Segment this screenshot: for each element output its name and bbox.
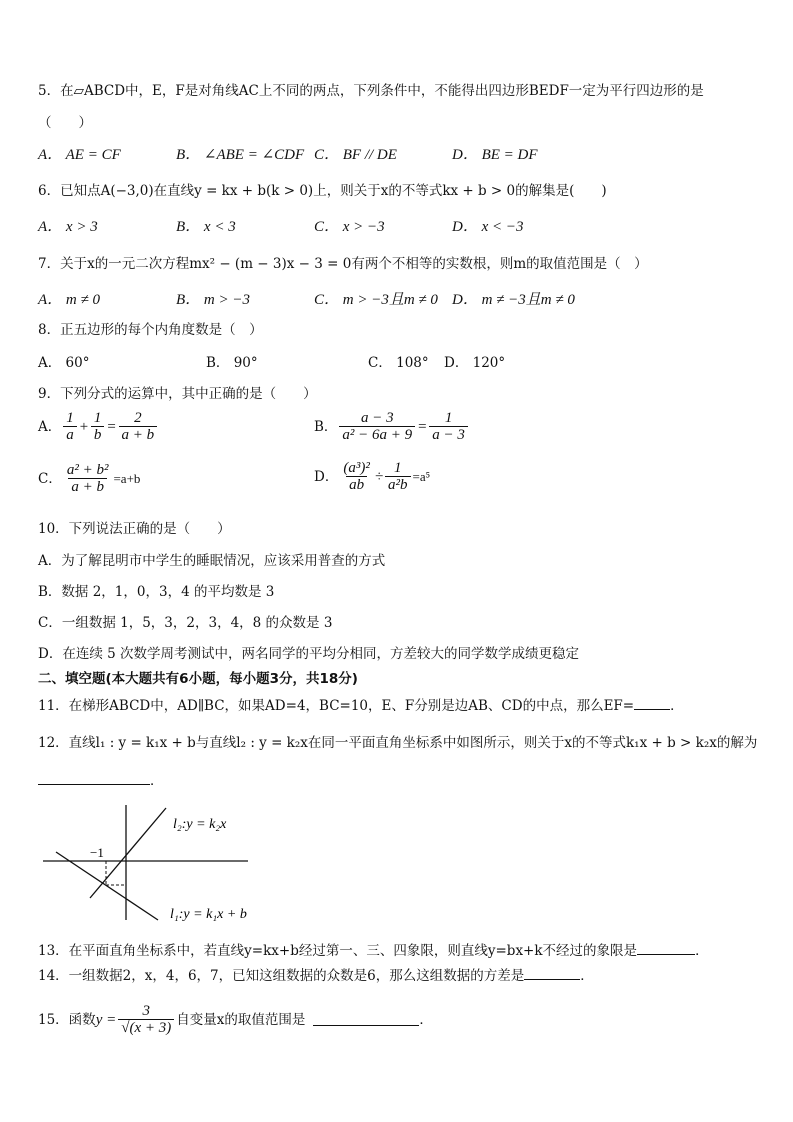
- q14-end: ．: [580, 968, 594, 984]
- q5-option-b: B． ∠ABE = ∠CDF: [176, 147, 305, 163]
- q9-a-frac1: [63, 410, 77, 443]
- q5-stem: 5．在▱ABCD中，E，F是对角线AC上不同的两点，下列条件中，不能得出四边形BEDF一定为平行四边形的是: [38, 83, 704, 99]
- q13: [38, 942, 709, 960]
- q9-d-f2n: 1: [394, 460, 402, 476]
- q11-answer-blank[interactable]: [634, 697, 670, 710]
- q9-a-f2n: 1: [93, 410, 102, 426]
- q6-option-a: A． x > 3: [38, 219, 98, 235]
- q9-d-rhs: =a⁵: [412, 468, 431, 484]
- q9-c-f1n: a² + b²: [66, 462, 109, 478]
- q7-option-b: B． m > −3: [176, 292, 250, 308]
- q8-option-a: A． 60°: [38, 355, 90, 371]
- q15-frac: [118, 1003, 174, 1036]
- l1-label: l₁:y = k₁x + b: [170, 907, 247, 922]
- q9-a-frac2: [91, 410, 105, 443]
- q12-answer-line: [38, 772, 164, 790]
- q9-d-f2d: a²b: [385, 476, 411, 493]
- q11-stem: 11．在梯形ABCD中，AD∥BC，如果AD=4，BC=10，E、F分别是边AB、CD的中点，那么EF=: [38, 698, 635, 714]
- q7-option-d: D． m ≠ −3且m ≠ 0: [452, 292, 575, 308]
- q15: [38, 1003, 433, 1036]
- q9-a-f2d: b: [91, 426, 105, 443]
- q6-option-b: B． x < 3: [176, 219, 236, 235]
- q9-b-f1d: a² − 6a + 9: [339, 426, 415, 443]
- q6-stem: 6．已知点A(−3,0)在直线y = kx + b(k > 0)上，则关于x的不等式kx + b > 0的解集是( ): [38, 183, 607, 199]
- q9-b-frac2: [429, 410, 468, 443]
- q9-d-op1: ÷: [374, 468, 384, 485]
- q9-d-label: D．: [314, 468, 339, 485]
- q9-d-frac2: [385, 460, 411, 493]
- q15-y: y =: [95, 1011, 117, 1028]
- line-l1: [56, 852, 158, 920]
- q9-d-f1n: (a³)²: [343, 460, 370, 476]
- q15-post: 自变量x的取值范围是: [176, 1011, 306, 1028]
- q9-a-label: A．: [38, 418, 62, 435]
- q7-option-c: C． m > −3且m ≠ 0: [314, 292, 438, 308]
- q12-stem: 12．直线l₁ : y = k₁x + b与直线l₂ : y = k₂x在同一平面直角坐标系中如图所示，则关于x的不等式k₁x + b > k₂x的解为: [38, 735, 758, 751]
- q10-stem: 10．下列说法正确的是（ ）: [38, 521, 231, 537]
- q8-option-d: D． 120°: [444, 355, 506, 371]
- q15-answer-blank[interactable]: [313, 1013, 419, 1026]
- q15-pre: 15．函数: [38, 1011, 96, 1028]
- q9-a-f1d: a: [63, 426, 77, 443]
- q9-b-f1n: a − 3: [360, 410, 394, 426]
- q9-a-op1: +: [78, 418, 89, 435]
- q9-option-b: [314, 410, 470, 443]
- q8-option-c: C． 108°: [368, 355, 429, 371]
- q9-a-f3d: a + b: [119, 426, 158, 443]
- q13-end: ．: [695, 943, 709, 959]
- q9-d-frac1: [340, 460, 372, 493]
- q5-option-a: A． AE = CF: [38, 147, 121, 163]
- q9-b-frac1: [339, 410, 415, 443]
- q9-option-a: [38, 410, 159, 443]
- q12-answer-blank[interactable]: [38, 772, 150, 785]
- q13-answer-blank[interactable]: [637, 942, 695, 955]
- q14-answer-blank[interactable]: [524, 967, 580, 980]
- q9-option-c: [38, 462, 140, 495]
- q9-b-f2d: a − 3: [429, 426, 468, 443]
- q9-option-d: [314, 460, 430, 493]
- q9-a-f3n: 2: [134, 410, 142, 426]
- q6-option-c: C． x > −3: [314, 219, 385, 235]
- q9-c-label: C．: [38, 470, 62, 487]
- q10-option-a: A．为了解昆明市中学生的睡眠情况，应该采用普查的方式: [38, 553, 386, 569]
- line-graph: [38, 800, 268, 925]
- q9-a-frac3: [119, 410, 158, 443]
- q7-stem: 7．关于x的一元二次方程mx² − (m − 3)x − 3 = 0有两个不相等的实数根，则m的取值范围是（ ）: [38, 256, 648, 272]
- q14: [38, 967, 594, 985]
- q9-stem: 9．下列分式的运算中，其中正确的是（ ）: [38, 386, 317, 402]
- q9-b-f2n: 1: [444, 410, 453, 426]
- q10-option-c: C．一组数据 1，5，3，2，3，4，8 的众数是 3: [38, 615, 333, 631]
- q12-end: ．: [150, 773, 164, 789]
- q11: [38, 697, 684, 715]
- q13-stem: 13．在平面直角坐标系中，若直线y=kx+b经过第一、三、四象限，则直线y=bx+k不经过的象限是: [38, 943, 638, 959]
- l2-label: l₂:y = k₂x: [173, 817, 227, 832]
- q10-option-d: D．在连续 5 次数学周考测试中，两名同学的平均分相同，方差较大的同学数学成绩更稳定: [38, 646, 579, 662]
- q9-a-f1n: 1: [66, 410, 74, 426]
- q5-option-c: C． BF // DE: [314, 147, 397, 163]
- q9-c-f1d: a + b: [68, 478, 107, 495]
- q10-option-b: B．数据 2，1，0，3，4 的平均数是 3: [38, 584, 275, 600]
- q9-c-frac1: [64, 462, 112, 495]
- q15-num: 3: [142, 1003, 150, 1019]
- q6-option-d: D． x < −3: [452, 219, 524, 235]
- q8-stem: 8．正五边形的每个内角度数是（ ）: [38, 322, 263, 338]
- q9-d-f1d: ab: [346, 476, 367, 493]
- tick-label-minus-one: −1: [90, 845, 104, 860]
- q9-c-rhs: =a+b: [113, 470, 141, 486]
- q5-option-d: D． BE = DF: [452, 147, 538, 163]
- section-heading: 二、填空题(本大题共有6小题，每小题3分，共18分): [38, 671, 358, 687]
- q9-a-eq: =: [106, 418, 117, 435]
- q5-paren: （ ）: [38, 115, 92, 131]
- q14-stem: 14．一组数据2，x，4，6，7，已知这组数据的众数是6，那么这组数据的方差是: [38, 968, 525, 984]
- q9-b-label: B．: [314, 418, 338, 435]
- q7-option-a: A． m ≠ 0: [38, 292, 100, 308]
- q11-end: ．: [670, 698, 684, 714]
- q15-den: √(x + 3): [118, 1019, 174, 1036]
- q9-b-eq: =: [417, 418, 428, 435]
- q15-end: ．: [419, 1011, 433, 1028]
- q8-option-b: B． 90°: [206, 355, 258, 371]
